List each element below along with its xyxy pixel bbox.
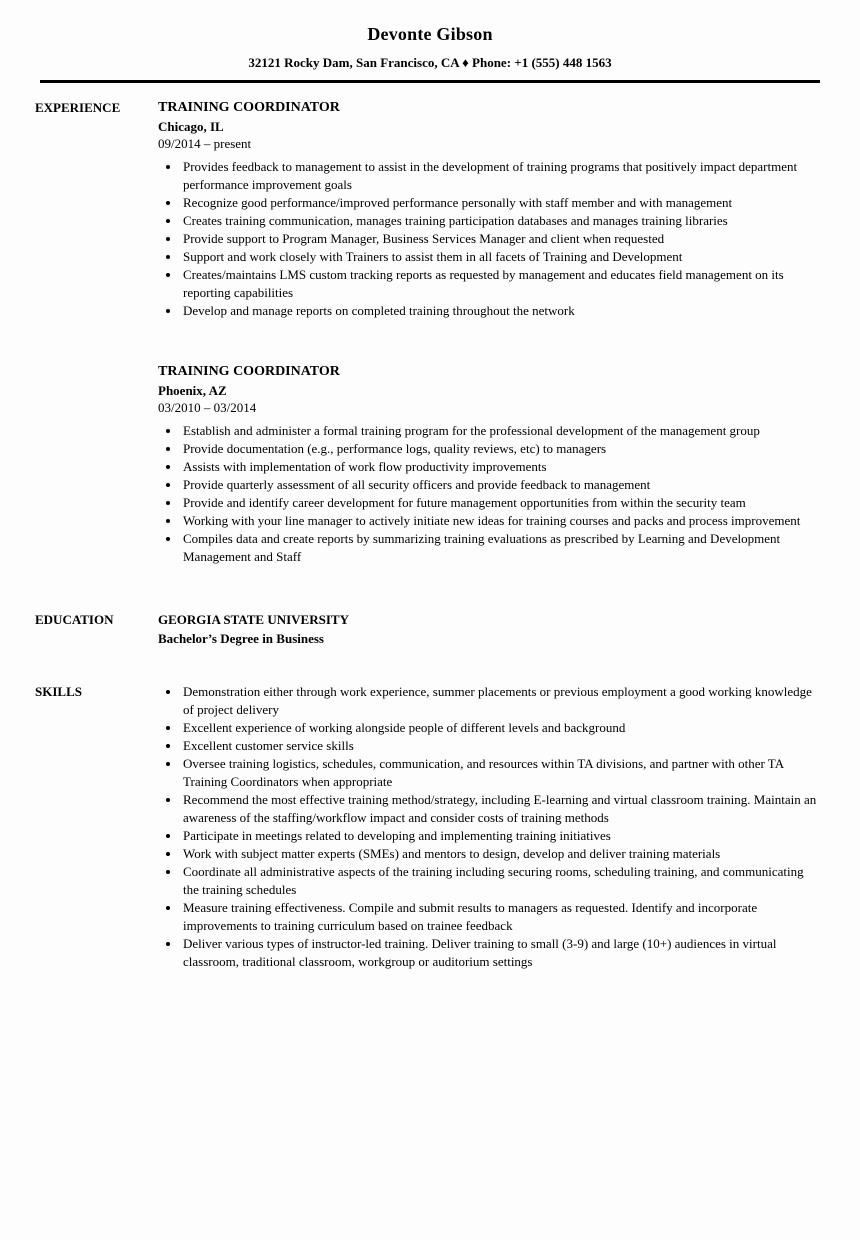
- skills-section: [0, 682, 860, 971]
- bullet-item: • Provides feedback to management to assist in the development of training programs that positively impact department performance improvement goals: [181, 158, 820, 194]
- bullet-item: • Oversee training logistics, schedules, communication, and resources within TA divisions, and partner with other TA Training Coordinators when appropriate: [181, 755, 820, 791]
- job-dates: 03/2010 – 03/2014: [158, 400, 257, 415]
- skills-content: [158, 682, 820, 971]
- job-entry-1: [158, 98, 820, 320]
- bullet-item: • Provide support to Program Manager, Business Services Manager and client when requested: [181, 230, 820, 248]
- section-label-skills: SKILLS: [35, 684, 82, 699]
- bullet-item: • Measure training effectiveness. Compile and submit results to managers as requested. Identify and incorporate improvements to training curriculum based on trainee feedback: [181, 899, 820, 935]
- section-label-experience: EXPERIENCE: [35, 100, 121, 115]
- education-content: [158, 610, 820, 648]
- education-school: GEORGIA STATE UNIVERSITY: [158, 612, 349, 627]
- bullet-item: • Provide and identify career development for future management opportunities from within the security team: [181, 494, 820, 512]
- job-bullet-list: [158, 422, 820, 566]
- bullet-item: • Support and work closely with Trainers to assist them in all facets of Training and Development: [181, 248, 820, 266]
- job-dates: 09/2014 – present: [158, 136, 252, 151]
- job-title: TRAINING COORDINATOR: [158, 364, 340, 379]
- bullet-item: • Recognize good performance/improved performance personally with staff member and with management: [181, 194, 820, 212]
- experience-section: [0, 98, 860, 566]
- job-title: TRAINING COORDINATOR: [158, 100, 340, 115]
- bullet-item: • Compiles data and create reports by summarizing training evaluations as prescribed by Learning and Development Management and Staff: [181, 530, 820, 566]
- bullet-item: • Demonstration either through work experience, summer placements or previous employment a good working knowledge of project delivery: [181, 683, 820, 719]
- section-label-education: EDUCATION: [35, 612, 114, 627]
- bullet-item: • Develop and manage reports on completed training throughout the network: [181, 302, 820, 320]
- job-entry-2: [158, 362, 820, 566]
- education-section: [0, 610, 860, 648]
- bullet-item: • Excellent customer service skills: [181, 737, 820, 755]
- person-name: Devonte Gibson: [367, 24, 493, 44]
- contact-line: 32121 Rocky Dam, San Francisco, CA ♦ Phone: +1 (555) 448 1563: [248, 55, 612, 70]
- bullet-item: • Recommend the most effective training method/strategy, including E-learning and virtual classroom training. Maintain an awareness of the staffing/workflow impact and consider costs of training methods: [181, 791, 820, 827]
- bullet-item: • Establish and administer a formal training program for the professional development of the management group: [181, 422, 820, 440]
- experience-content: [158, 98, 820, 566]
- bullet-item: • Excellent experience of working alongside people of different levels and background: [181, 719, 820, 737]
- bullet-item: • Working with your line manager to actively initiate new ideas for training courses and packs and process improvement: [181, 512, 820, 530]
- bullet-item: • Work with subject matter experts (SMEs) and mentors to design, develop and deliver training materials: [181, 845, 820, 863]
- job-bullet-list: [158, 158, 820, 320]
- bullet-item: • Creates training communication, manages training participation databases and manages training libraries: [181, 212, 820, 230]
- bullet-item: • Provide documentation (e.g., performance logs, quality reviews, etc) to managers: [181, 440, 820, 458]
- bullet-item: • Participate in meetings related to developing and implementing training initiatives: [181, 827, 820, 845]
- education-degree: Bachelor’s Degree in Business: [158, 631, 324, 646]
- header-rule: [40, 80, 820, 83]
- bullet-item: • Provide quarterly assessment of all security officers and provide feedback to management: [181, 476, 820, 494]
- bullet-item: • Deliver various types of instructor-led training. Deliver training to small (3-9) and large (10+) audiences in virtual classroom, traditional classroom, workgroup or auditorium settings: [181, 935, 820, 971]
- job-location: Phoenix, AZ: [158, 383, 227, 398]
- job-location: Chicago, IL: [158, 119, 224, 134]
- bullet-item: • Creates/maintains LMS custom tracking reports as requested by management and educates field management on its reporting capabilities: [181, 266, 820, 302]
- bullet-item: • Coordinate all administrative aspects of the training including securing rooms, scheduling training, and communicating the training schedules: [181, 863, 820, 899]
- skills-bullet-list: [158, 683, 820, 971]
- bullet-item: • Assists with implementation of work flow productivity improvements: [181, 458, 820, 476]
- resume-header: [0, 0, 860, 83]
